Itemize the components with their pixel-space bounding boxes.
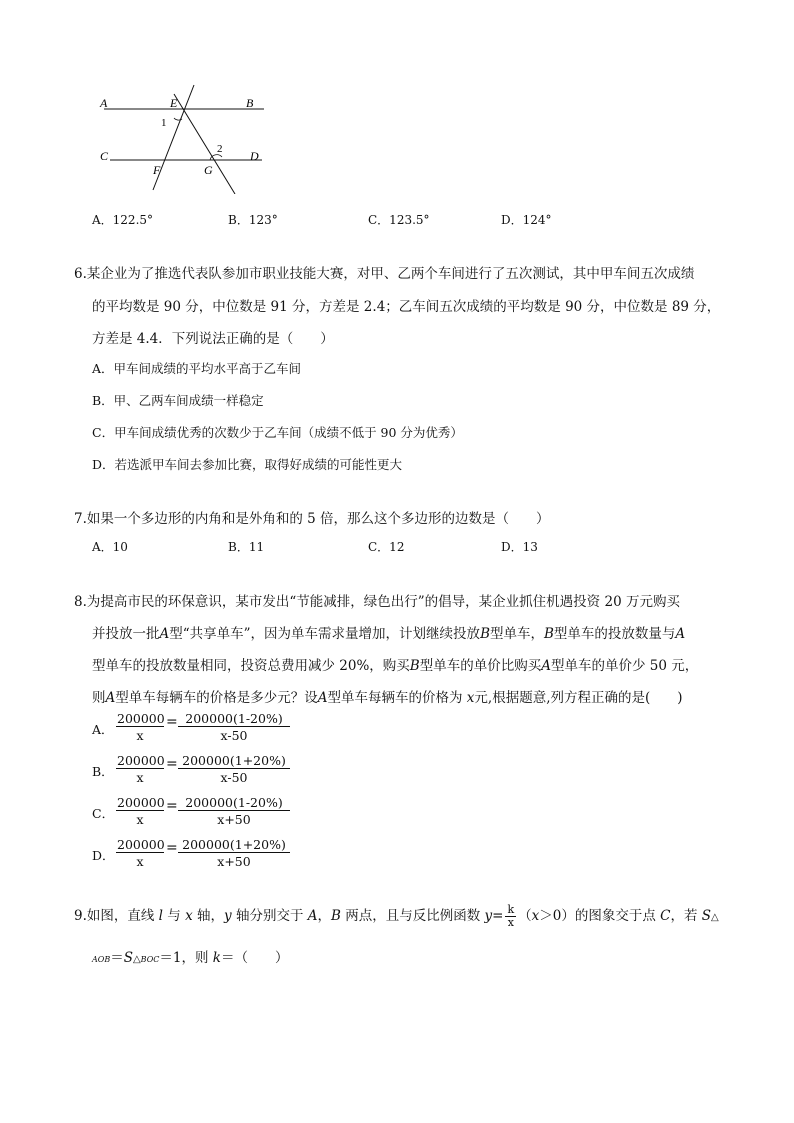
label-a: A (100, 96, 108, 110)
denominator: x (136, 854, 144, 869)
var-a: A (317, 690, 328, 706)
q7-options (92, 538, 692, 554)
option-label: B． (92, 764, 114, 779)
right-fraction (178, 795, 290, 828)
q8-stem-line-4 (92, 686, 683, 706)
q6-option-c[interactable]: C．甲车间成绩优秀的次数少于乙车间（成绩不低于 90 分为优秀） (92, 425, 463, 440)
k-over-x-fraction (505, 904, 516, 929)
var-b: B (480, 626, 490, 642)
label-angle-1: 1 (161, 117, 167, 129)
var-b: B (409, 658, 420, 674)
q7-option-b[interactable]: B．11 (228, 540, 265, 554)
text: 则 (92, 690, 106, 706)
point-a: A (307, 908, 318, 924)
numerator: 200000(1+20%) (178, 837, 290, 853)
q8-option-c[interactable] (92, 795, 352, 829)
left-fraction (116, 711, 164, 744)
q8-stem-line-3 (92, 654, 698, 674)
equals-sign: = (166, 798, 178, 814)
numerator: 200000 (117, 711, 165, 726)
text: 与 (163, 908, 186, 924)
q5-option-c[interactable]: C．123.5° (368, 213, 430, 227)
var-a: A (105, 690, 116, 706)
var-a: A (675, 626, 686, 642)
equals-sign: = (492, 908, 504, 924)
option-label: D． (92, 848, 115, 863)
text: 型单车的单价少 50 元， (550, 658, 699, 674)
text: 轴， (192, 908, 225, 924)
equals-sign: ＝ (110, 950, 124, 966)
text: 型单车的投放数量相同，投资总费用减少 20%，购买 (92, 658, 410, 674)
q5-options (92, 211, 692, 227)
q6-stem-line-1: 6.某企业为了推选代表队参加市职业技能大赛，对甲、乙两个车间进行了五次测试，其中甲车间五次成绩 (74, 266, 695, 282)
q8-stem-line-2 (92, 622, 685, 642)
var-l: l (158, 908, 163, 924)
q8-stem-line-1: 8.为提高市民的环保意识，某市发出“节能减排，绿色出行”的倡导，某企业抓住机遇投资 20 万元购买 (74, 594, 680, 610)
var-k: k (212, 950, 221, 966)
right-fraction (178, 837, 290, 870)
q6-stem-line-3: 方差是 4.4．下列说法正确的是（ ） (92, 331, 334, 347)
numerator: 200000(1+20%) (178, 753, 290, 769)
label-g: G (204, 163, 213, 177)
var-x: x (531, 908, 540, 924)
denominator: x (136, 812, 144, 827)
label-c: C (100, 149, 109, 163)
q7-option-d[interactable]: D．13 (501, 540, 538, 554)
text: 并投放一批 (92, 626, 160, 642)
var-x: x (466, 690, 475, 706)
triangle-symbol: △ (132, 954, 141, 965)
denominator: x (136, 770, 144, 785)
denominator: x-50 (220, 770, 248, 785)
q5-option-a[interactable]: A．122.5° (92, 213, 154, 227)
denominator: x (136, 728, 144, 743)
denominator: x-50 (220, 728, 248, 743)
denominator: x (507, 916, 514, 929)
var-y: y (224, 908, 232, 924)
area-symbol: S (701, 908, 712, 924)
point-c: C (660, 908, 671, 924)
q8-option-d[interactable] (92, 837, 352, 871)
text: 型单车的投放数量与 (553, 626, 676, 642)
text: ＝1，则 (159, 950, 213, 966)
q7-option-a[interactable]: A．10 (92, 540, 128, 554)
label-f: F (153, 163, 161, 177)
q9-stem-line-1 (74, 904, 719, 929)
var-b: B (543, 626, 554, 642)
answer-blank: ＝（ ） (220, 950, 289, 966)
equals-sign: = (166, 756, 178, 772)
label-angle-2: 2 (217, 143, 223, 155)
text: 两点，且与反比例函数 (340, 908, 485, 924)
equals-sign: = (166, 714, 178, 730)
numerator: 200000(1-20%) (178, 795, 290, 811)
q6-stem-line-2: 的平均数是 90 分，中位数是 91 分，方差是 2.4；乙车间五次成绩的平均数是 90 分，中位数是 89 分， (92, 299, 721, 315)
area-symbol: S (123, 950, 133, 966)
subscript-aob: AOB (92, 955, 111, 964)
text: ，若 (670, 908, 702, 924)
var-y: y (484, 908, 493, 924)
text: （ (518, 908, 532, 924)
label-e: E (170, 96, 178, 110)
var-a: A (159, 626, 170, 642)
q9-stem-line-2 (92, 946, 288, 966)
text: 型单车的单价比购买 (419, 658, 542, 674)
option-label: C． (92, 806, 115, 821)
label-b: B (246, 96, 254, 110)
right-fraction (178, 711, 290, 744)
text: 型“共享单车”，因为单车需求量增加，计划继续投放 (169, 626, 481, 642)
text: 9.如图，直线 (74, 908, 159, 924)
q5-option-b[interactable]: B．123° (228, 213, 278, 227)
text: 元,根据题意,列方程正确的是( ) (474, 690, 683, 706)
numerator: 200000(1-20%) (178, 711, 290, 727)
numerator: 200000 (117, 837, 165, 852)
q6-option-a[interactable]: A．甲车间成绩的平均水平高于乙车间 (92, 361, 302, 376)
point-b: B (331, 908, 341, 924)
q6-option-b[interactable]: B．甲、乙两车间成绩一样稳定 (92, 393, 264, 408)
left-fraction (116, 753, 164, 786)
numerator: 200000 (117, 753, 165, 768)
q6-option-d[interactable]: D．若选派甲车间去参加比赛，取得好成绩的可能性更大 (92, 457, 403, 472)
denominator: x+50 (217, 854, 251, 869)
text: ＞0）的图象交于点 (539, 908, 661, 924)
q7-option-c[interactable]: C．12 (368, 540, 405, 554)
label-d: D (250, 149, 259, 163)
figure-svg (92, 82, 282, 194)
numerator: k (507, 903, 515, 916)
option-label: A． (92, 722, 114, 737)
left-fraction (116, 837, 164, 870)
text: 型单车每辆车的价格是多少元？设 (115, 690, 318, 706)
q8-option-a[interactable] (92, 711, 352, 745)
denominator: x+50 (217, 812, 251, 827)
equals-sign: = (166, 840, 178, 856)
right-fraction (178, 753, 290, 786)
numerator: 200000 (117, 795, 165, 810)
left-fraction (116, 795, 164, 828)
var-x: x (185, 908, 193, 924)
text: 型单车， (489, 626, 544, 642)
q7-stem: 7.如果一个多边形的内角和是外角和的 5 倍，那么这个多边形的边数是（ ） (74, 511, 550, 527)
text: ， (317, 908, 331, 924)
q5-option-d[interactable]: D．124° (501, 213, 552, 227)
q8-option-b[interactable] (92, 753, 352, 787)
var-a: A (541, 658, 551, 674)
text: 型单车每辆车的价格为 (327, 690, 467, 706)
parallel-lines-figure (92, 82, 282, 194)
text: 轴分别交于 (231, 908, 308, 924)
subscript-boc: BOC (140, 955, 160, 964)
triangle-symbol: △ (711, 912, 719, 923)
